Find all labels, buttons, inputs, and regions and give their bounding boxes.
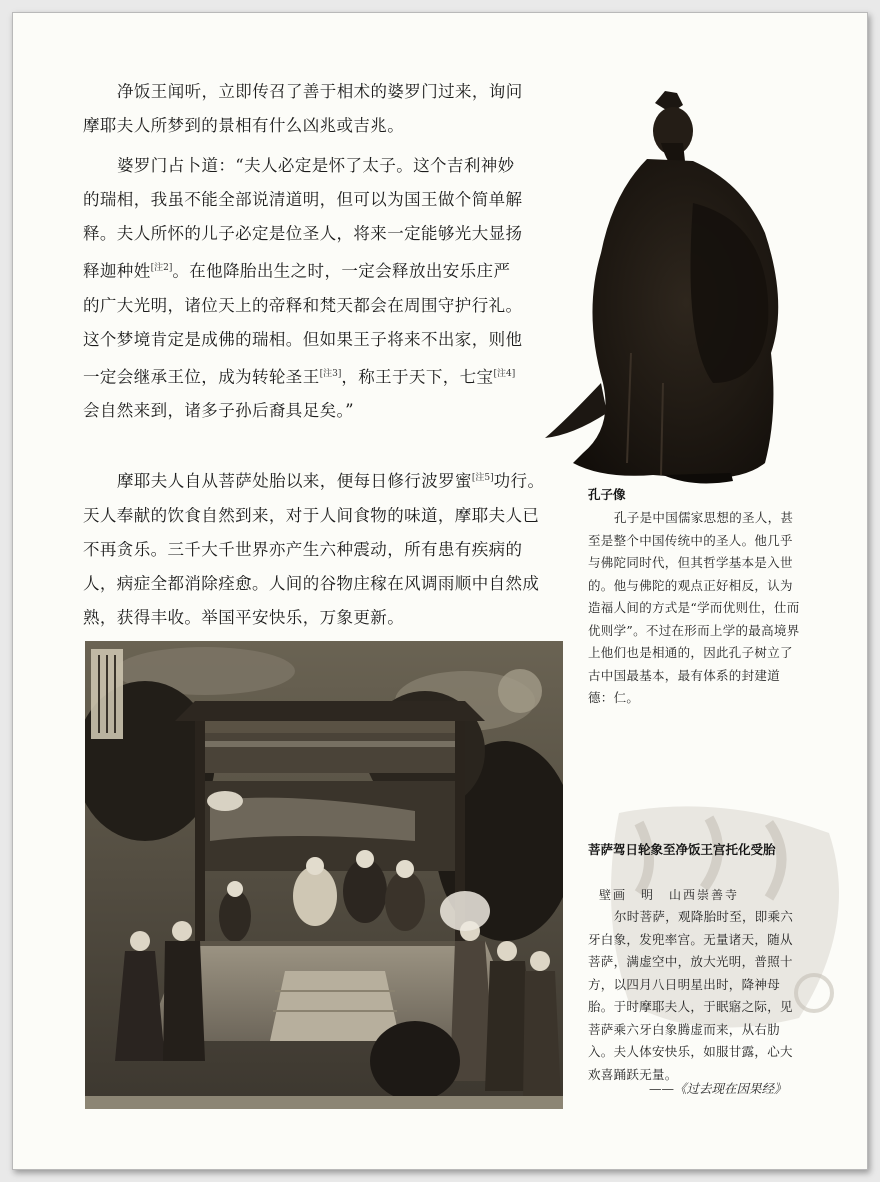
paragraph-2-part-d: 会自然来到，诸多子孙后裔具足矣。” (83, 401, 354, 420)
paragraph-1: 净饭王闻听，立即传召了善于相术的婆罗门过来，询问摩耶夫人所梦到的景相有什么凶兆或吉兆。 (83, 82, 523, 135)
paragraph-2 (83, 149, 523, 428)
confucius-caption-title: 孔子像 (588, 487, 626, 502)
confucius-portrait (543, 83, 813, 488)
footnote-ref-4[interactable]: [注4] (493, 368, 516, 379)
paragraph-3 (83, 461, 553, 635)
painting-caption-body: 尔时菩萨，观降胎时至，即乘六牙白象，发兜率宫。无量诸天，随从菩萨，满虚空中，放大光明，普照十方，以四月八日明星出时，降神母胎。于时摩耶夫人，于眠寤之际，见菩萨乘六牙白象腾虚而来，从右肋入。夫人体安快乐，如服甘露，心大欢喜踊跃无量。 (588, 909, 794, 1082)
paragraph-3-part-b: 功行。天人奉献的饮食自然到来，对于人间食物的味道，摩耶夫人已不再贪乐。三千大千世界亦产生六种震动，所有患有疾病的人，病症全都消除痊愈。人间的谷物庄稼在风调雨顺中自然成熟，获得丰收。举国平安快乐，万象更新。 (83, 471, 545, 627)
footnote-ref-2[interactable]: [注2] (150, 263, 173, 273)
footnote-ref-5[interactable]: [注5] (471, 473, 494, 483)
paragraph-2-part-c: ，称王于天下，七宝 (341, 367, 494, 386)
painting-source: 壁画 明 山西崇善寺 (599, 888, 740, 902)
quote-source: ——《过去现在因果经》 (649, 1081, 787, 1096)
paragraph-2-part-a: 婆罗门占卜道：“夫人必定是怀了太子。这个吉利神妙的瑞相，我虽不能全部说清道明，但可以为国王做个简单解释。夫人所怀的儿子必定是位圣人，将来一定能够光大显扬释迦种姓 (83, 156, 523, 281)
footnote-ref-3[interactable]: [注3] (319, 368, 342, 379)
paragraph-2-part-b: 。在他降胎出生之时，一定会释放出安乐庄严的广大光明，诸位天上的帝释和梵天都会在周围守护行礼。这个梦境肯定是成佛的瑞相。但如果王子将来不出家，则他一定会继承王位，成为转轮圣王 (83, 261, 523, 386)
mural-painting-image (85, 641, 563, 1109)
paragraph-3-part-a: 摩耶夫人自从菩萨处胎以来，便每日修行波罗蜜 (117, 471, 472, 491)
painting-caption-title: 菩萨驾日轮象至净饭王宫托化受胎 (588, 842, 776, 857)
book-page (12, 12, 868, 1170)
confucius-caption-body: 孔子是中国儒家思想的圣人，甚至是整个中国传统中的圣人。他几乎与佛陀同时代，但其哲学基本是入世的。他与佛陀的观点正好相反，认为造福人间的方式是“学而优则仕，仕而优则学”。不过在形而上学的最高境界上他们也是相通的，因此孔子树立了古中国最基本，最有体系的封建道德：仁。 (588, 510, 800, 705)
